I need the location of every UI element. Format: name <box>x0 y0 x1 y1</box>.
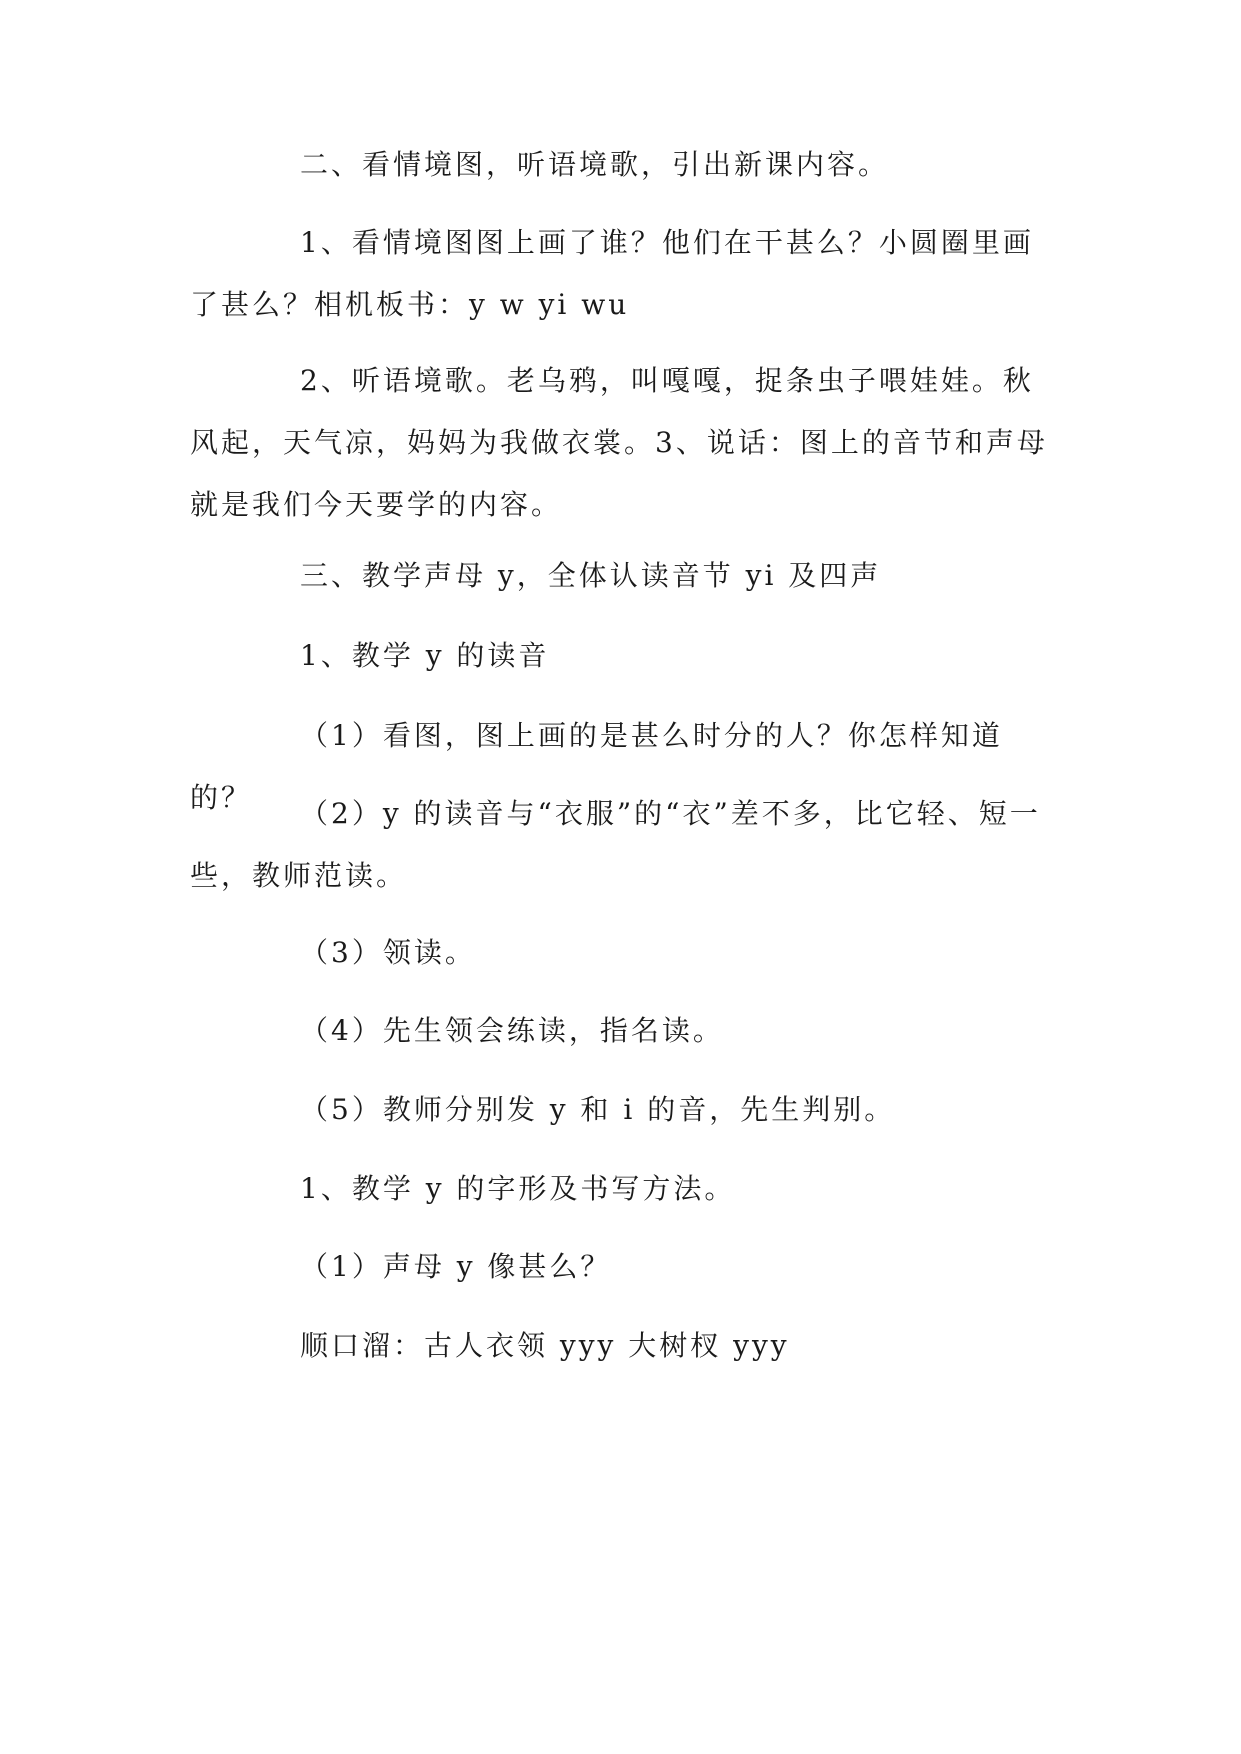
paragraph-shape-item-1: （1）声母 y 像甚么？ <box>300 1250 612 1283</box>
paragraph-rhyme: 顺口溜：古人衣领 yyy 大树杈 yyy <box>300 1329 790 1362</box>
heading-section-3: 三、教学声母 y，全体认读音节 yi 及四声 <box>300 559 882 592</box>
paragraph-item-1: （1）看图，图上画的是甚么时分的人？你怎样知道的？ <box>190 719 1003 814</box>
paragraph-item-4: （4）先生领会练读，指名读。 <box>300 1014 724 1047</box>
heading-section-2: 二、看情境图，听语境歌，引出新课内容。 <box>300 148 890 181</box>
paragraph-reading-heading: 1、教学 y 的读音 <box>300 639 550 672</box>
paragraph-shape-heading: 1、教学 y 的字形及书写方法。 <box>300 1172 736 1205</box>
paragraph-step-1: 1、看情境图图上画了谁？他们在干甚么？小圆圈里画了甚么？相机板书：y w yi wu <box>190 226 1034 321</box>
paragraph-step-2: 2、听语境歌。老乌鸦，叫嘎嘎，捉条虫子喂娃娃。秋风起，天气凉，妈妈为我做衣裳。3、说话：图上的音节和声母就是我们今天要学的内容。 <box>190 364 1048 521</box>
paragraph-item-2: （2）y 的读音与“衣服”的“衣”差不多，比它轻、短一些，教师范读。 <box>190 797 1041 892</box>
paragraph-item-3: （3）领读。 <box>300 936 476 969</box>
paragraph-item-5: （5）教师分别发 y 和 i 的音，先生判别。 <box>300 1093 896 1126</box>
